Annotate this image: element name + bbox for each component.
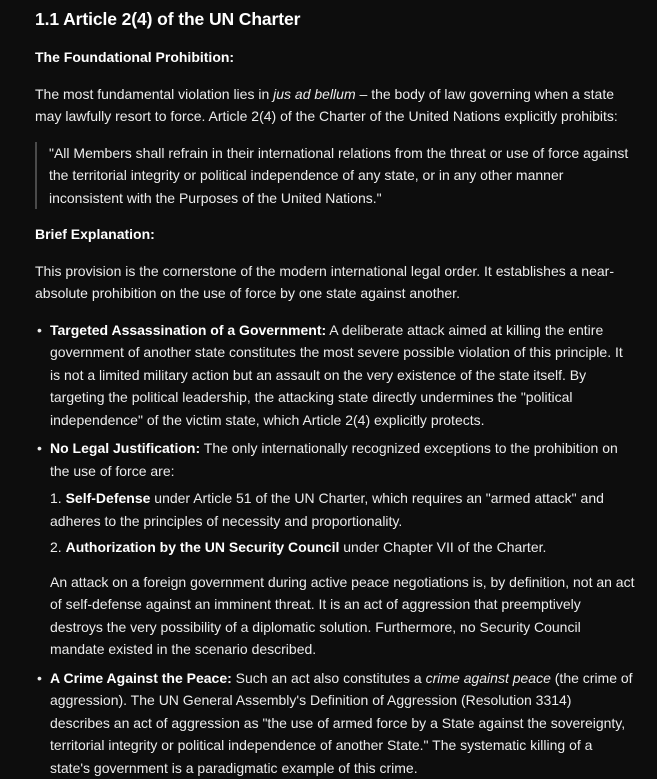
list-item (50, 667, 635, 779)
bullet-text: The only internationally recognized exceptions to the prohibition on the use of force are: (50, 440, 618, 479)
list-number: 1. (50, 490, 66, 506)
list-item (50, 536, 635, 559)
brief-heading: Brief Explanation: (35, 223, 635, 246)
bullet-text: Such an act also constitutes a (232, 670, 426, 686)
list-item (50, 487, 635, 532)
exception-label: Authorization by the UN Security Council (66, 539, 340, 555)
bullet-label: A Crime Against the Peace: (50, 670, 232, 686)
bullet-label: No Legal Justification: (50, 440, 200, 456)
exception-text: under Chapter VII of the Charter. (339, 539, 546, 555)
brief-paragraph: This provision is the cornerstone of the modern international legal order. It establishes a near-absolute prohibition on the use of force by one state against another. (35, 260, 635, 305)
section-title: 1.1 Article 2(4) of the UN Charter (35, 6, 635, 32)
exceptions-list (50, 487, 635, 559)
bullet-label: Targeted Assassination of a Government: (50, 322, 326, 338)
foundational-heading: The Foundational Prohibition: (35, 46, 635, 69)
bullet-list (35, 319, 635, 779)
intro-emphasis: jus ad bellum (273, 86, 356, 102)
exception-text: under Article 51 of the UN Charter, which requires an "armed attack" and adheres to the principles of necessity and proportionality. (50, 490, 604, 529)
list-item (50, 437, 635, 661)
intro-paragraph (35, 83, 635, 128)
list-item (50, 319, 635, 432)
intro-text-before: The most fundamental violation lies in (35, 86, 273, 102)
bullet-text: A deliberate attack aimed at killing the entire government of another state constitutes the most severe possible violation of this principle. It is not a limited military action but an assault on the very existence of the state itself. By targeting the political leadership, the attacking state directly undermines the "political independence" of the victim state, which Article 2(4) explicitly protects. (50, 322, 623, 428)
exception-label: Self-Defense (66, 490, 151, 506)
charter-quote: "All Members shall refrain in their international relations from the threat or use of force against the territorial integrity or political independence of any state, or in any other manner inconsistent with the Purposes of the United Nations." (35, 142, 635, 210)
intro-text-after: – the body of law governing when a state may lawfully resort to force. Article 2(4) of the Charter of the United Nations explicitly prohibits: (35, 86, 618, 125)
aggression-explanation: An attack on a foreign government during active peace negotiations is, by definition, not an act of self-defense against an imminent threat. It is an act of aggression that preemptively destroys the very possibility of a diplomatic solution. Furthermore, no Security Council mandate existed in the scenario described. (50, 571, 635, 661)
bullet-text: (the crime of aggression). The UN General Assembly's Definition of Aggression (Resolution 3314) describes an act of aggression as "the use of armed force by a State against the sovereignty, territorial integrity or political independence of another State." The systematic killing of a state's government is a paradigmatic example of this crime. (50, 670, 633, 776)
list-number: 2. (50, 539, 66, 555)
bullet-emphasis: crime against peace (426, 670, 551, 686)
